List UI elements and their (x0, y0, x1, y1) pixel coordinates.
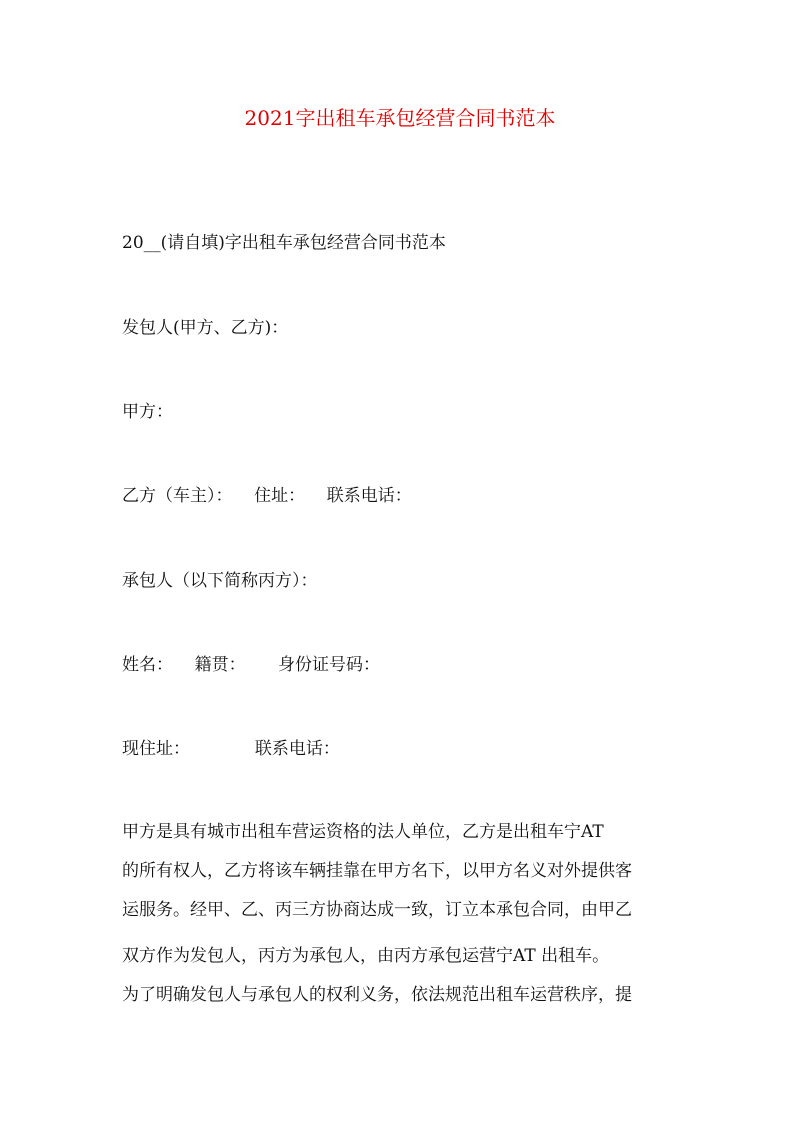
issuer-label: 发包人(甲方、乙方)： (122, 318, 289, 338)
name-origin-id-label: 姓名： 籍贯： 身份证号码： (122, 655, 381, 675)
document-title: 2021字出租车承包经营合同书范本 (244, 106, 556, 130)
paragraph-line: 的所有权人，乙方将该车辆挂靠在甲方名下，以甲方名义对外提供客 (122, 861, 632, 881)
paragraph-line: 为了明确发包人与承包人的权利义务，依法规范出租车运营秩序，提 (122, 985, 632, 1005)
contractor-label: 承包人（以下简称丙方）： (122, 571, 318, 591)
paragraph-line: 运服务。经甲、乙、丙三方协商达成一致，订立本承包合同，由甲乙 (122, 900, 632, 920)
party-b-label: 乙方（车主）： 住址： 联系电话： (122, 486, 412, 506)
party-a-label: 甲方： (122, 402, 173, 422)
paragraph-line: 双方作为发包人，丙方为承包人，由丙方承包运营宁AT 出租车。 (122, 946, 610, 966)
heading-line: 20__(请自填)字出租车承包经营合同书范本 (122, 233, 446, 253)
address-phone-label: 现住址： 联系电话： (122, 739, 340, 759)
paragraph-line: 甲方是具有城市出租车营运资格的法人单位，乙方是出租车宁AT (122, 822, 604, 842)
